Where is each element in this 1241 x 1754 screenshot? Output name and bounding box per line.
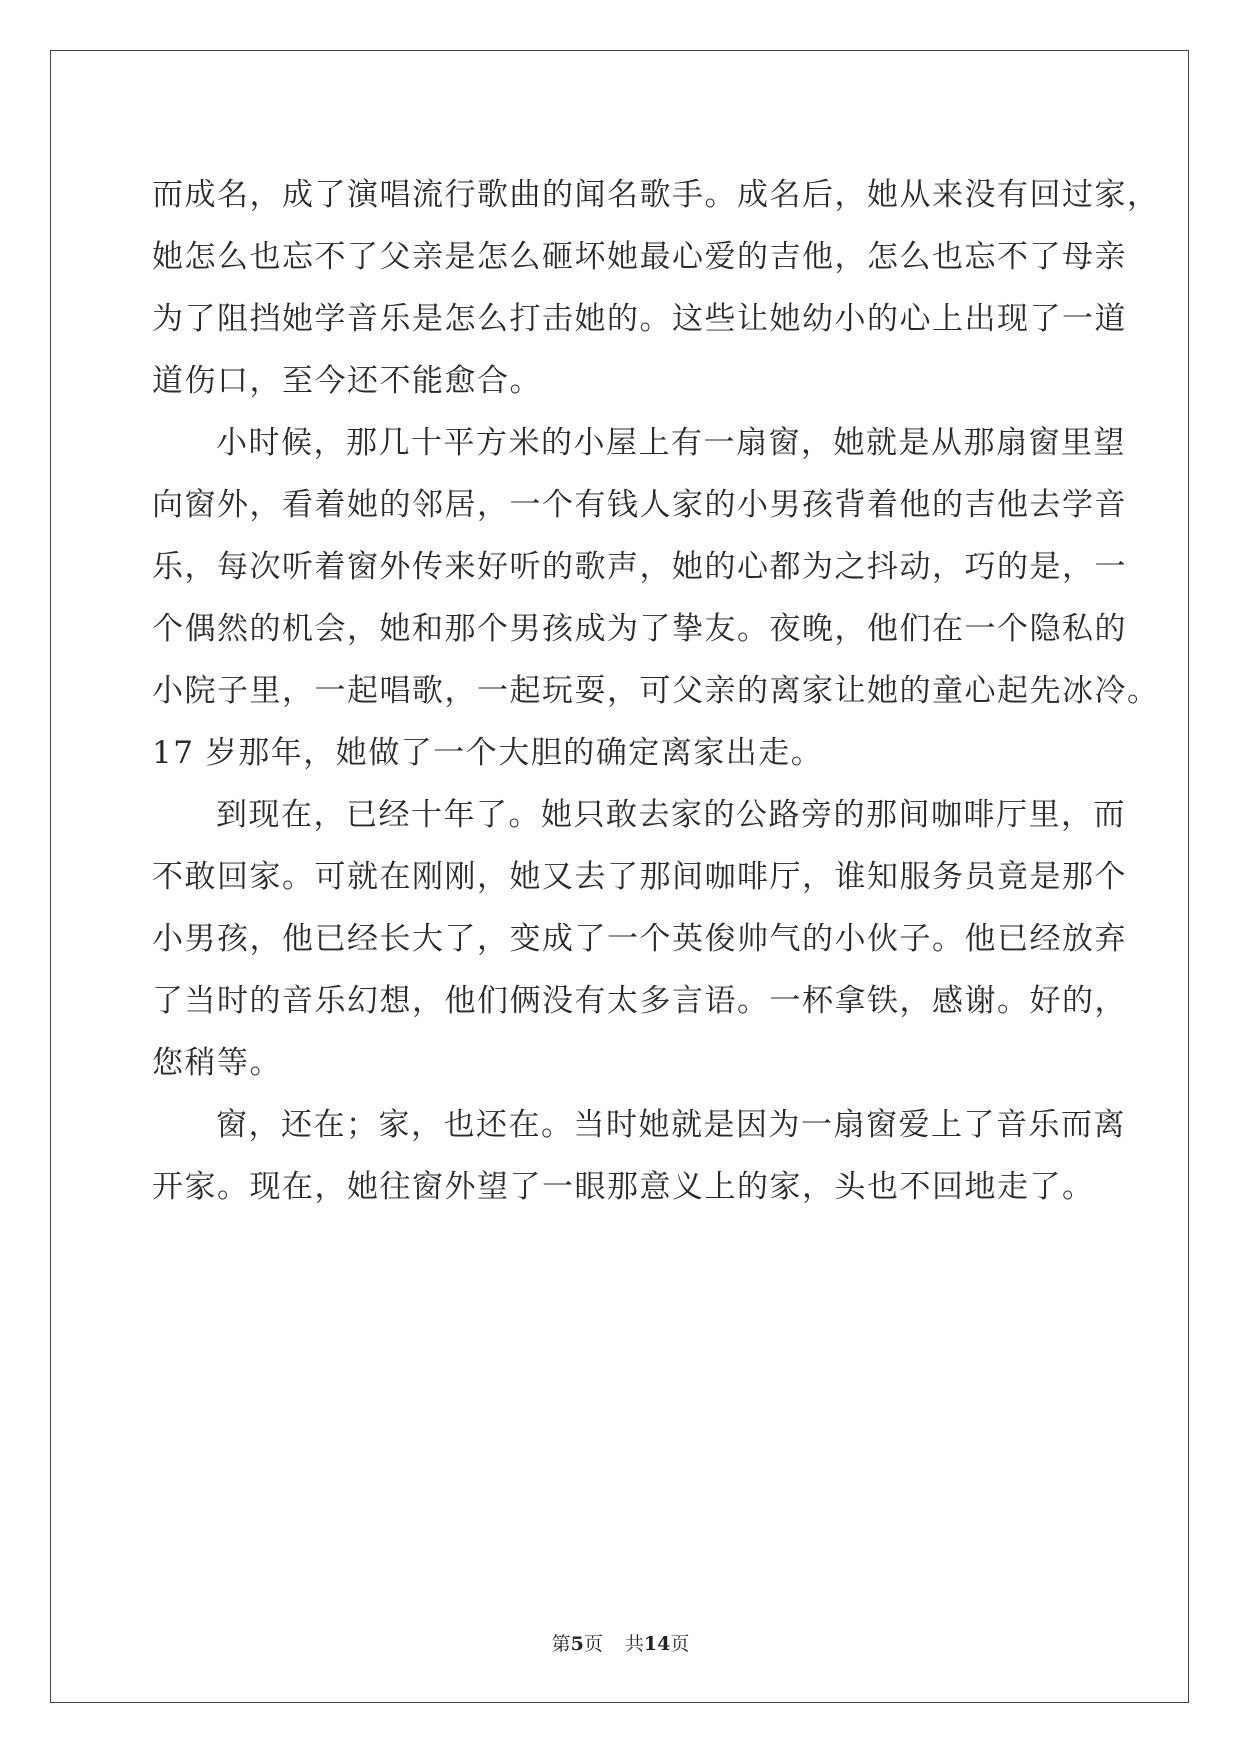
text-line: 乐，每次听着窗外传来好听的歌声，她的心都为之抖动，巧的是，一: [152, 549, 1127, 585]
text-line: 小男孩，他已经长大了，变成了一个英俊帅气的小伙子。他已经放弃: [152, 921, 1127, 957]
text-line: 小时候，那几十平方米的小屋上有一扇窗，她就是从那扇窗里望: [216, 425, 1126, 461]
page-prefix: 第: [551, 1633, 571, 1655]
text-line: 窗，还在；家，也还在。当时她就是因为一扇窗爱上了音乐而离: [216, 1107, 1126, 1143]
text-line: 向窗外，看着她的邻居，一个有钱人家的小男孩背着他的吉他去学音: [152, 487, 1127, 523]
text-line: 不敢回家。可就在刚刚，她又去了那间咖啡厅，谁知服务员竟是那个: [152, 859, 1127, 895]
text-line: 她怎么也忘不了父亲是怎么砸坏她最心爱的吉他，怎么也忘不了母亲: [152, 239, 1127, 275]
page-suffix: 页: [583, 1633, 603, 1655]
text-line: 小院子里，一起唱歌，一起玩耍，可父亲的离家让她的童心起先冰冷。: [152, 673, 1160, 709]
document-body: [152, 164, 1160, 1218]
text-line: 而成名，成了演唱流行歌曲的闻名歌手。成名后，她从来没有回过家，: [152, 177, 1160, 213]
text-line: 道伤口，至今还不能愈合。: [152, 363, 542, 399]
total-pages: 14: [643, 1633, 671, 1655]
text-line: 17 岁那年，她做了一个大胆的确定离家出走。: [152, 735, 824, 771]
page-footer: [0, 1629, 1241, 1656]
text-line: 了当时的音乐幻想，他们俩没有太多言语。一杯拿铁，感谢。好的，: [152, 983, 1127, 1019]
text-line: 为了阻挡她学音乐是怎么打击她的。这些让她幼小的心上出现了一道: [152, 301, 1127, 337]
total-suffix: 页: [670, 1633, 690, 1655]
text-line: 个偶然的机会，她和那个男孩成为了挚友。夜晚，他们在一个隐私的: [152, 611, 1127, 647]
text-line: 到现在，已经十年了。她只敢去家的公路旁的那间咖啡厅里，而: [216, 797, 1126, 833]
text-line: 您稍等。: [152, 1045, 282, 1081]
total-prefix: 共: [624, 1633, 644, 1655]
text-line: 开家。现在，她往窗外望了一眼那意义上的家，头也不回地走了。: [152, 1169, 1095, 1205]
page-number: 5: [570, 1633, 584, 1655]
